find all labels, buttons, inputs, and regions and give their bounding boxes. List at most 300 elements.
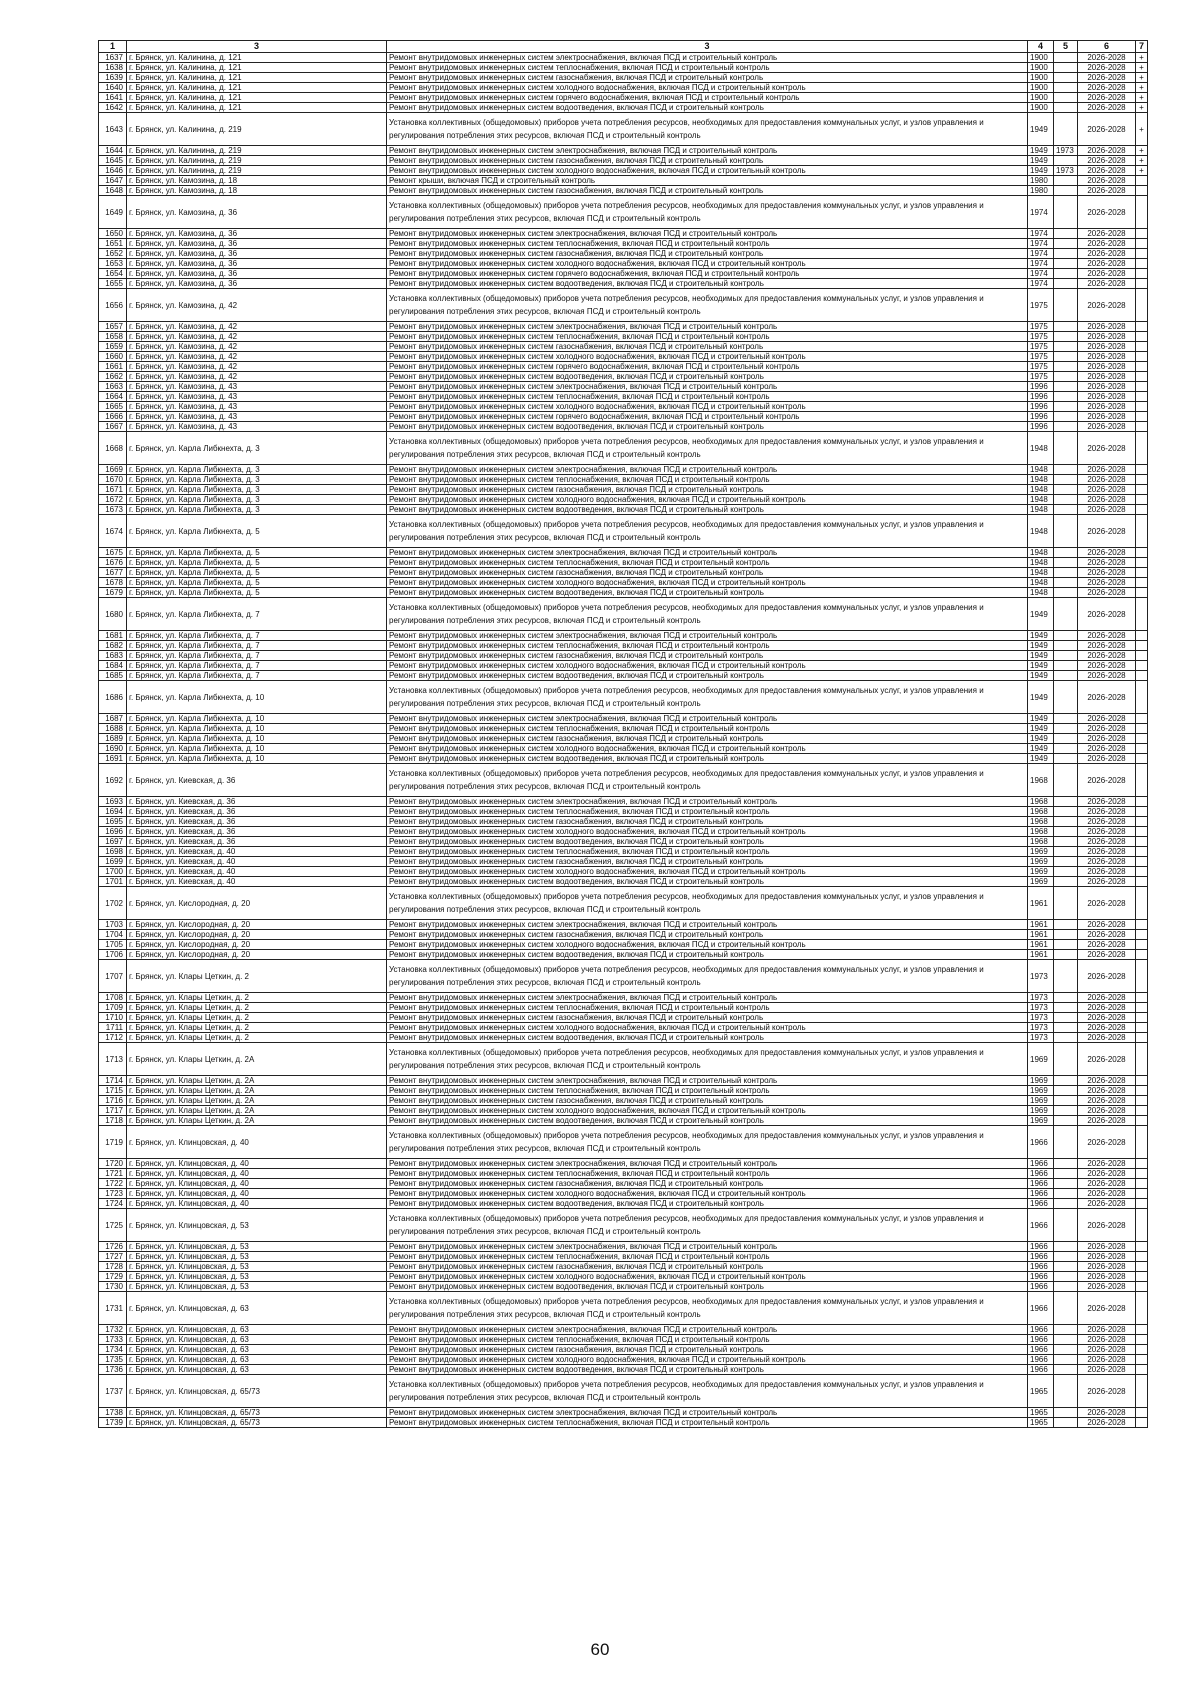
row-number: 1668 bbox=[99, 432, 127, 465]
row-number: 1678 bbox=[99, 578, 127, 588]
extra-year-cell bbox=[1054, 1375, 1078, 1408]
row-number: 1720 bbox=[99, 1159, 127, 1169]
address-cell: г. Брянск, ул. Карла Либкнехта, д. 10 bbox=[127, 754, 387, 764]
extra-year-cell bbox=[1054, 1355, 1078, 1365]
work-type-cell: Ремонт внутридомовых инженерных систем теплоснабжения, включая ПСД и строительный контроль bbox=[387, 63, 1028, 73]
table-row bbox=[99, 817, 1148, 827]
work-type-cell: Ремонт внутридомовых инженерных систем теплоснабжения, включая ПСД и строительный контроль bbox=[387, 332, 1028, 342]
period-cell: 2026-2028 bbox=[1078, 485, 1136, 495]
table-row bbox=[99, 714, 1148, 724]
row-number: 1683 bbox=[99, 651, 127, 661]
address-cell: г. Брянск, ул. Карла Либкнехта, д. 7 bbox=[127, 661, 387, 671]
extra-year-cell bbox=[1054, 877, 1078, 887]
year-cell: 1968 bbox=[1028, 837, 1054, 847]
extra-year-cell bbox=[1054, 1106, 1078, 1116]
period-cell: 2026-2028 bbox=[1078, 93, 1136, 103]
period-cell: 2026-2028 bbox=[1078, 641, 1136, 651]
address-cell: г. Брянск, ул. Калинина, д. 121 bbox=[127, 73, 387, 83]
extra-year-cell bbox=[1054, 515, 1078, 548]
year-cell: 1966 bbox=[1028, 1169, 1054, 1179]
row-number: 1738 bbox=[99, 1408, 127, 1418]
period-cell: 2026-2028 bbox=[1078, 229, 1136, 239]
address-cell: г. Брянск, ул. Клары Цеткин, д. 2А bbox=[127, 1043, 387, 1076]
table-row bbox=[99, 807, 1148, 817]
year-cell: 1969 bbox=[1028, 1106, 1054, 1116]
address-cell: г. Брянск, ул. Карла Либкнехта, д. 3 bbox=[127, 432, 387, 465]
mark-cell bbox=[1136, 940, 1148, 950]
address-cell: г. Брянск, ул. Киевская, д. 36 bbox=[127, 807, 387, 817]
address-cell: г. Брянск, ул. Карла Либкнехта, д. 5 bbox=[127, 568, 387, 578]
row-number: 1663 bbox=[99, 382, 127, 392]
address-cell: г. Брянск, ул. Клинцовская, д. 53 bbox=[127, 1272, 387, 1282]
mark-cell bbox=[1136, 1345, 1148, 1355]
row-number: 1735 bbox=[99, 1355, 127, 1365]
mark-cell bbox=[1136, 342, 1148, 352]
extra-year-cell bbox=[1054, 724, 1078, 734]
mark-cell bbox=[1136, 1169, 1148, 1179]
mark-cell bbox=[1136, 422, 1148, 432]
year-cell: 1965 bbox=[1028, 1408, 1054, 1418]
mark-cell bbox=[1136, 558, 1148, 568]
mark-cell: + bbox=[1136, 103, 1148, 113]
table-row bbox=[99, 1013, 1148, 1023]
work-type-cell: Установка коллективных (общедомовых) приборов учета потребления ресурсов, необходимых для предоставления коммунальных услуг, и узлов управления и регулирования потребления этих ресурсов, включая ПСД и строительный контроль bbox=[387, 598, 1028, 631]
period-cell: 2026-2028 bbox=[1078, 1169, 1136, 1179]
table-row bbox=[99, 764, 1148, 797]
address-cell: г. Брянск, ул. Клинцовская, д. 40 bbox=[127, 1189, 387, 1199]
work-type-cell: Ремонт внутридомовых инженерных систем водоотведения, включая ПСД и строительный контроль bbox=[387, 1365, 1028, 1375]
year-cell: 1949 bbox=[1028, 714, 1054, 724]
mark-cell bbox=[1136, 588, 1148, 598]
year-cell: 1973 bbox=[1028, 960, 1054, 993]
table-row bbox=[99, 641, 1148, 651]
address-cell: г. Брянск, ул. Карла Либкнехта, д. 7 bbox=[127, 651, 387, 661]
work-type-cell: Ремонт внутридомовых инженерных систем теплоснабжения, включая ПСД и строительный контроль bbox=[387, 392, 1028, 402]
period-cell: 2026-2028 bbox=[1078, 558, 1136, 568]
work-type-cell: Ремонт внутридомовых инженерных систем горячего водоснабжения, включая ПСД и строительный контроль bbox=[387, 269, 1028, 279]
mark-cell bbox=[1136, 382, 1148, 392]
year-cell: 1900 bbox=[1028, 53, 1054, 63]
mark-cell bbox=[1136, 548, 1148, 558]
year-cell: 1961 bbox=[1028, 887, 1054, 920]
work-type-cell: Ремонт внутридомовых инженерных систем холодного водоснабжения, включая ПСД и строительный контроль bbox=[387, 578, 1028, 588]
table-row bbox=[99, 269, 1148, 279]
work-type-cell: Ремонт внутридомовых инженерных систем газоснабжения, включая ПСД и строительный контроль bbox=[387, 1262, 1028, 1272]
extra-year-cell bbox=[1054, 103, 1078, 113]
extra-year-cell bbox=[1054, 734, 1078, 744]
address-cell: г. Брянск, ул. Клинцовская, д. 40 bbox=[127, 1179, 387, 1189]
year-cell: 1961 bbox=[1028, 930, 1054, 940]
row-number: 1651 bbox=[99, 239, 127, 249]
mark-cell bbox=[1136, 1013, 1148, 1023]
extra-year-cell bbox=[1054, 797, 1078, 807]
period-cell: 2026-2028 bbox=[1078, 73, 1136, 83]
work-type-cell: Ремонт внутридомовых инженерных систем водоотведения, включая ПСД и строительный контроль bbox=[387, 422, 1028, 432]
table-row bbox=[99, 734, 1148, 744]
row-number: 1654 bbox=[99, 269, 127, 279]
address-cell: г. Брянск, ул. Калинина, д. 219 bbox=[127, 166, 387, 176]
mark-cell bbox=[1136, 239, 1148, 249]
work-type-cell: Ремонт внутридомовых инженерных систем холодного водоснабжения, включая ПСД и строительный контроль bbox=[387, 495, 1028, 505]
work-type-cell: Ремонт внутридомовых инженерных систем газоснабжения, включая ПСД и строительный контроль bbox=[387, 485, 1028, 495]
work-type-cell: Ремонт внутридомовых инженерных систем холодного водоснабжения, включая ПСД и строительный контроль bbox=[387, 661, 1028, 671]
extra-year-cell bbox=[1054, 322, 1078, 332]
address-cell: г. Брянск, ул. Камозина, д. 43 bbox=[127, 392, 387, 402]
table-row bbox=[99, 432, 1148, 465]
year-cell: 1975 bbox=[1028, 372, 1054, 382]
address-cell: г. Брянск, ул. Камозина, д. 36 bbox=[127, 279, 387, 289]
address-cell: г. Брянск, ул. Клары Цеткин, д. 2 bbox=[127, 960, 387, 993]
year-cell: 1966 bbox=[1028, 1365, 1054, 1375]
mark-cell bbox=[1136, 960, 1148, 993]
work-type-cell: Ремонт внутридомовых инженерных систем холодного водоснабжения, включая ПСД и строительный контроль bbox=[387, 1106, 1028, 1116]
table-row bbox=[99, 1262, 1148, 1272]
period-cell: 2026-2028 bbox=[1078, 827, 1136, 837]
work-type-cell: Ремонт внутридомовых инженерных систем водоотведения, включая ПСД и строительный контроль bbox=[387, 372, 1028, 382]
table-row bbox=[99, 1189, 1148, 1199]
mark-cell: + bbox=[1136, 113, 1148, 146]
year-cell: 1949 bbox=[1028, 598, 1054, 631]
period-cell: 2026-2028 bbox=[1078, 807, 1136, 817]
mark-cell bbox=[1136, 857, 1148, 867]
table-row bbox=[99, 568, 1148, 578]
address-cell: г. Брянск, ул. Клинцовская, д. 40 bbox=[127, 1169, 387, 1179]
address-cell: г. Брянск, ул. Клинцовская, д. 65/73 bbox=[127, 1408, 387, 1418]
year-cell: 1969 bbox=[1028, 1096, 1054, 1106]
period-cell: 2026-2028 bbox=[1078, 797, 1136, 807]
row-number: 1675 bbox=[99, 548, 127, 558]
period-cell: 2026-2028 bbox=[1078, 505, 1136, 515]
row-number: 1692 bbox=[99, 764, 127, 797]
row-number: 1689 bbox=[99, 734, 127, 744]
year-cell: 1961 bbox=[1028, 920, 1054, 930]
year-cell: 1949 bbox=[1028, 724, 1054, 734]
table-row bbox=[99, 1116, 1148, 1126]
year-cell: 1949 bbox=[1028, 156, 1054, 166]
period-cell: 2026-2028 bbox=[1078, 847, 1136, 857]
row-number: 1686 bbox=[99, 681, 127, 714]
mark-cell bbox=[1136, 1043, 1148, 1076]
work-type-cell: Установка коллективных (общедомовых) приборов учета потребления ресурсов, необходимых для предоставления коммунальных услуг, и узлов управления и регулирования потребления этих ресурсов, включая ПСД и строительный контроль bbox=[387, 432, 1028, 465]
work-type-cell: Ремонт внутридомовых инженерных систем водоотведения, включая ПСД и строительный контроль bbox=[387, 103, 1028, 113]
mark-cell bbox=[1136, 764, 1148, 797]
address-cell: г. Брянск, ул. Карла Либкнехта, д. 3 bbox=[127, 475, 387, 485]
row-number: 1696 bbox=[99, 827, 127, 837]
mark-cell bbox=[1136, 186, 1148, 196]
mark-cell bbox=[1136, 1116, 1148, 1126]
mark-cell bbox=[1136, 744, 1148, 754]
column-header: 1 bbox=[99, 41, 127, 53]
extra-year-cell bbox=[1054, 631, 1078, 641]
mark-cell bbox=[1136, 1159, 1148, 1169]
extra-year-cell: 1973 bbox=[1054, 146, 1078, 156]
period-cell: 2026-2028 bbox=[1078, 495, 1136, 505]
work-type-cell: Ремонт внутридомовых инженерных систем холодного водоснабжения, включая ПСД и строительный контроль bbox=[387, 827, 1028, 837]
table-row bbox=[99, 515, 1148, 548]
address-cell: г. Брянск, ул. Карла Либкнехта, д. 7 bbox=[127, 631, 387, 641]
work-type-cell: Установка коллективных (общедомовых) приборов учета потребления ресурсов, необходимых для предоставления коммунальных услуг, и узлов управления и регулирования потребления этих ресурсов, включая ПСД и строительный контроль bbox=[387, 1043, 1028, 1076]
address-cell: г. Брянск, ул. Камозина, д. 36 bbox=[127, 249, 387, 259]
extra-year-cell bbox=[1054, 485, 1078, 495]
table-row bbox=[99, 289, 1148, 322]
row-number: 1680 bbox=[99, 598, 127, 631]
period-cell: 2026-2028 bbox=[1078, 930, 1136, 940]
extra-year-cell bbox=[1054, 661, 1078, 671]
page-number: 60 bbox=[590, 1640, 610, 1659]
work-type-cell: Ремонт внутридомовых инженерных систем электроснабжения, включая ПСД и строительный контроль bbox=[387, 797, 1028, 807]
table-row bbox=[99, 495, 1148, 505]
address-cell: г. Брянск, ул. Кислородная, д. 20 bbox=[127, 950, 387, 960]
mark-cell bbox=[1136, 1033, 1148, 1043]
address-cell: г. Брянск, ул. Клинцовская, д. 53 bbox=[127, 1262, 387, 1272]
work-type-cell: Ремонт внутридомовых инженерных систем электроснабжения, включая ПСД и строительный контроль bbox=[387, 382, 1028, 392]
row-number: 1719 bbox=[99, 1126, 127, 1159]
mark-cell bbox=[1136, 505, 1148, 515]
address-cell: г. Брянск, ул. Камозина, д. 36 bbox=[127, 269, 387, 279]
work-type-cell: Ремонт внутридомовых инженерных систем электроснабжения, включая ПСД и строительный контроль bbox=[387, 1159, 1028, 1169]
table-row bbox=[99, 279, 1148, 289]
address-cell: г. Брянск, ул. Камозина, д. 42 bbox=[127, 289, 387, 322]
extra-year-cell bbox=[1054, 1199, 1078, 1209]
period-cell: 2026-2028 bbox=[1078, 342, 1136, 352]
extra-year-cell bbox=[1054, 1335, 1078, 1345]
year-cell: 1975 bbox=[1028, 322, 1054, 332]
period-cell: 2026-2028 bbox=[1078, 1076, 1136, 1086]
extra-year-cell bbox=[1054, 1418, 1078, 1428]
period-cell: 2026-2028 bbox=[1078, 289, 1136, 322]
work-type-cell: Ремонт внутридомовых инженерных систем газоснабжения, включая ПСД и строительный контроль bbox=[387, 857, 1028, 867]
row-number: 1659 bbox=[99, 342, 127, 352]
work-type-cell: Ремонт внутридомовых инженерных систем холодного водоснабжения, включая ПСД и строительный контроль bbox=[387, 166, 1028, 176]
mark-cell bbox=[1136, 515, 1148, 548]
year-cell: 1968 bbox=[1028, 764, 1054, 797]
year-cell: 1949 bbox=[1028, 754, 1054, 764]
extra-year-cell bbox=[1054, 588, 1078, 598]
work-type-cell: Ремонт внутридомовых инженерных систем водоотведения, включая ПСД и строительный контроль bbox=[387, 950, 1028, 960]
address-cell: г. Брянск, ул. Клинцовская, д. 40 bbox=[127, 1159, 387, 1169]
extra-year-cell bbox=[1054, 827, 1078, 837]
period-cell: 2026-2028 bbox=[1078, 1272, 1136, 1282]
mark-cell bbox=[1136, 837, 1148, 847]
table-row bbox=[99, 259, 1148, 269]
address-cell: г. Брянск, ул. Кислородная, д. 20 bbox=[127, 940, 387, 950]
address-cell: г. Брянск, ул. Камозина, д. 36 bbox=[127, 239, 387, 249]
extra-year-cell bbox=[1054, 83, 1078, 93]
work-type-cell: Ремонт внутридомовых инженерных систем газоснабжения, включая ПСД и строительный контроль bbox=[387, 1096, 1028, 1106]
year-cell: 1966 bbox=[1028, 1262, 1054, 1272]
year-cell: 1948 bbox=[1028, 568, 1054, 578]
work-type-cell: Ремонт внутридомовых инженерных систем теплоснабжения, включая ПСД и строительный контроль bbox=[387, 1003, 1028, 1013]
row-number: 1645 bbox=[99, 156, 127, 166]
row-number: 1732 bbox=[99, 1325, 127, 1335]
table-row bbox=[99, 342, 1148, 352]
year-cell: 1973 bbox=[1028, 1013, 1054, 1023]
table-row bbox=[99, 1242, 1148, 1252]
table-row bbox=[99, 930, 1148, 940]
period-cell: 2026-2028 bbox=[1078, 1365, 1136, 1375]
year-cell: 1966 bbox=[1028, 1292, 1054, 1325]
table-row bbox=[99, 661, 1148, 671]
year-cell: 1948 bbox=[1028, 588, 1054, 598]
year-cell: 1948 bbox=[1028, 485, 1054, 495]
year-cell: 1980 bbox=[1028, 186, 1054, 196]
address-cell: г. Брянск, ул. Клары Цеткин, д. 2 bbox=[127, 1013, 387, 1023]
year-cell: 1975 bbox=[1028, 332, 1054, 342]
row-number: 1722 bbox=[99, 1179, 127, 1189]
period-cell: 2026-2028 bbox=[1078, 412, 1136, 422]
address-cell: г. Брянск, ул. Камозина, д. 42 bbox=[127, 342, 387, 352]
extra-year-cell bbox=[1054, 1408, 1078, 1418]
year-cell: 1949 bbox=[1028, 671, 1054, 681]
work-type-cell: Ремонт внутридомовых инженерных систем теплоснабжения, включая ПСД и строительный контроль bbox=[387, 558, 1028, 568]
period-cell: 2026-2028 bbox=[1078, 1292, 1136, 1325]
mark-cell: + bbox=[1136, 73, 1148, 83]
work-type-cell: Ремонт внутридомовых инженерных систем холодного водоснабжения, включая ПСД и строительный контроль bbox=[387, 259, 1028, 269]
period-cell: 2026-2028 bbox=[1078, 1418, 1136, 1428]
mark-cell bbox=[1136, 229, 1148, 239]
period-cell: 2026-2028 bbox=[1078, 83, 1136, 93]
year-cell: 1949 bbox=[1028, 113, 1054, 146]
work-type-cell: Ремонт внутридомовых инженерных систем холодного водоснабжения, включая ПСД и строительный контроль bbox=[387, 744, 1028, 754]
row-number: 1713 bbox=[99, 1043, 127, 1076]
row-number: 1702 bbox=[99, 887, 127, 920]
period-cell: 2026-2028 bbox=[1078, 671, 1136, 681]
year-cell: 1961 bbox=[1028, 940, 1054, 950]
extra-year-cell bbox=[1054, 714, 1078, 724]
year-cell: 1969 bbox=[1028, 847, 1054, 857]
period-cell: 2026-2028 bbox=[1078, 392, 1136, 402]
period-cell: 2026-2028 bbox=[1078, 877, 1136, 887]
year-cell: 1966 bbox=[1028, 1282, 1054, 1292]
year-cell: 1974 bbox=[1028, 229, 1054, 239]
extra-year-cell bbox=[1054, 1169, 1078, 1179]
period-cell: 2026-2028 bbox=[1078, 515, 1136, 548]
mark-cell bbox=[1136, 1325, 1148, 1335]
mark-cell bbox=[1136, 1262, 1148, 1272]
year-cell: 1966 bbox=[1028, 1159, 1054, 1169]
row-number: 1705 bbox=[99, 940, 127, 950]
period-cell: 2026-2028 bbox=[1078, 402, 1136, 412]
table-row bbox=[99, 352, 1148, 362]
period-cell: 2026-2028 bbox=[1078, 1106, 1136, 1116]
period-cell: 2026-2028 bbox=[1078, 1043, 1136, 1076]
year-cell: 1949 bbox=[1028, 641, 1054, 651]
year-cell: 1968 bbox=[1028, 807, 1054, 817]
year-cell: 1900 bbox=[1028, 93, 1054, 103]
extra-year-cell bbox=[1054, 229, 1078, 239]
table-row bbox=[99, 1272, 1148, 1282]
row-number: 1687 bbox=[99, 714, 127, 724]
year-cell: 1974 bbox=[1028, 196, 1054, 229]
address-cell: г. Брянск, ул. Клинцовская, д. 63 bbox=[127, 1325, 387, 1335]
table-row bbox=[99, 229, 1148, 239]
period-cell: 2026-2028 bbox=[1078, 578, 1136, 588]
work-type-cell: Ремонт внутридомовых инженерных систем электроснабжения, включая ПСД и строительный контроль bbox=[387, 146, 1028, 156]
extra-year-cell bbox=[1054, 269, 1078, 279]
row-number: 1697 bbox=[99, 837, 127, 847]
mark-cell bbox=[1136, 807, 1148, 817]
extra-year-cell bbox=[1054, 1209, 1078, 1242]
extra-year-cell bbox=[1054, 558, 1078, 568]
year-cell: 1969 bbox=[1028, 1086, 1054, 1096]
work-type-cell: Ремонт внутридомовых инженерных систем холодного водоснабжения, включая ПСД и строительный контроль bbox=[387, 940, 1028, 950]
extra-year-cell bbox=[1054, 1272, 1078, 1282]
row-number: 1640 bbox=[99, 83, 127, 93]
year-cell: 1948 bbox=[1028, 465, 1054, 475]
extra-year-cell bbox=[1054, 1086, 1078, 1096]
row-number: 1716 bbox=[99, 1096, 127, 1106]
table-row bbox=[99, 332, 1148, 342]
address-cell: г. Брянск, ул. Карла Либкнехта, д. 5 bbox=[127, 548, 387, 558]
year-cell: 1996 bbox=[1028, 422, 1054, 432]
period-cell: 2026-2028 bbox=[1078, 1189, 1136, 1199]
work-type-cell: Установка коллективных (общедомовых) приборов учета потребления ресурсов, необходимых для предоставления коммунальных услуг, и узлов управления и регулирования потребления этих ресурсов, включая ПСД и строительный контроль bbox=[387, 1126, 1028, 1159]
column-header: 5 bbox=[1054, 41, 1078, 53]
row-number: 1665 bbox=[99, 402, 127, 412]
table-row bbox=[99, 412, 1148, 422]
period-cell: 2026-2028 bbox=[1078, 940, 1136, 950]
period-cell: 2026-2028 bbox=[1078, 1116, 1136, 1126]
mark-cell bbox=[1136, 465, 1148, 475]
work-type-cell: Ремонт внутридомовых инженерных систем водоотведения, включая ПСД и строительный контроль bbox=[387, 279, 1028, 289]
period-cell: 2026-2028 bbox=[1078, 588, 1136, 598]
address-cell: г. Брянск, ул. Клинцовская, д. 40 bbox=[127, 1199, 387, 1209]
work-type-cell: Ремонт внутридомовых инженерных систем газоснабжения, включая ПСД и строительный контроль bbox=[387, 1345, 1028, 1355]
extra-year-cell bbox=[1054, 1179, 1078, 1189]
extra-year-cell bbox=[1054, 1292, 1078, 1325]
work-type-cell: Ремонт внутридомовых инженерных систем газоснабжения, включая ПСД и строительный контроль bbox=[387, 73, 1028, 83]
year-cell: 1948 bbox=[1028, 548, 1054, 558]
row-number: 1706 bbox=[99, 950, 127, 960]
mark-cell bbox=[1136, 1252, 1148, 1262]
period-cell: 2026-2028 bbox=[1078, 196, 1136, 229]
row-number: 1728 bbox=[99, 1262, 127, 1272]
mark-cell bbox=[1136, 362, 1148, 372]
year-cell: 1949 bbox=[1028, 681, 1054, 714]
work-type-cell: Ремонт внутридомовых инженерных систем газоснабжения, включая ПСД и строительный контроль bbox=[387, 568, 1028, 578]
work-type-cell: Ремонт внутридомовых инженерных систем газоснабжения, включая ПСД и строительный контроль bbox=[387, 817, 1028, 827]
table-row bbox=[99, 1209, 1148, 1242]
row-number: 1652 bbox=[99, 249, 127, 259]
work-type-cell: Ремонт внутридомовых инженерных систем электроснабжения, включая ПСД и строительный контроль bbox=[387, 1325, 1028, 1335]
extra-year-cell bbox=[1054, 598, 1078, 631]
table-row bbox=[99, 847, 1148, 857]
year-cell: 1966 bbox=[1028, 1242, 1054, 1252]
year-cell: 1966 bbox=[1028, 1355, 1054, 1365]
table-row bbox=[99, 598, 1148, 631]
address-cell: г. Брянск, ул. Клары Цеткин, д. 2 bbox=[127, 1023, 387, 1033]
period-cell: 2026-2028 bbox=[1078, 103, 1136, 113]
row-number: 1726 bbox=[99, 1242, 127, 1252]
mark-cell bbox=[1136, 1023, 1148, 1033]
year-cell: 1996 bbox=[1028, 392, 1054, 402]
mark-cell bbox=[1136, 568, 1148, 578]
address-cell: г. Брянск, ул. Камозина, д. 18 bbox=[127, 186, 387, 196]
year-cell: 1969 bbox=[1028, 857, 1054, 867]
work-type-cell: Ремонт внутридомовых инженерных систем электроснабжения, включая ПСД и строительный контроль bbox=[387, 229, 1028, 239]
address-cell: г. Брянск, ул. Карла Либкнехта, д. 10 bbox=[127, 681, 387, 714]
year-cell: 1961 bbox=[1028, 950, 1054, 960]
row-number: 1694 bbox=[99, 807, 127, 817]
period-cell: 2026-2028 bbox=[1078, 920, 1136, 930]
period-cell: 2026-2028 bbox=[1078, 754, 1136, 764]
year-cell: 1974 bbox=[1028, 279, 1054, 289]
address-cell: г. Брянск, ул. Киевская, д. 36 bbox=[127, 764, 387, 797]
mark-cell bbox=[1136, 196, 1148, 229]
address-cell: г. Брянск, ул. Киевская, д. 36 bbox=[127, 817, 387, 827]
address-cell: г. Брянск, ул. Киевская, д. 36 bbox=[127, 797, 387, 807]
period-cell: 2026-2028 bbox=[1078, 744, 1136, 754]
